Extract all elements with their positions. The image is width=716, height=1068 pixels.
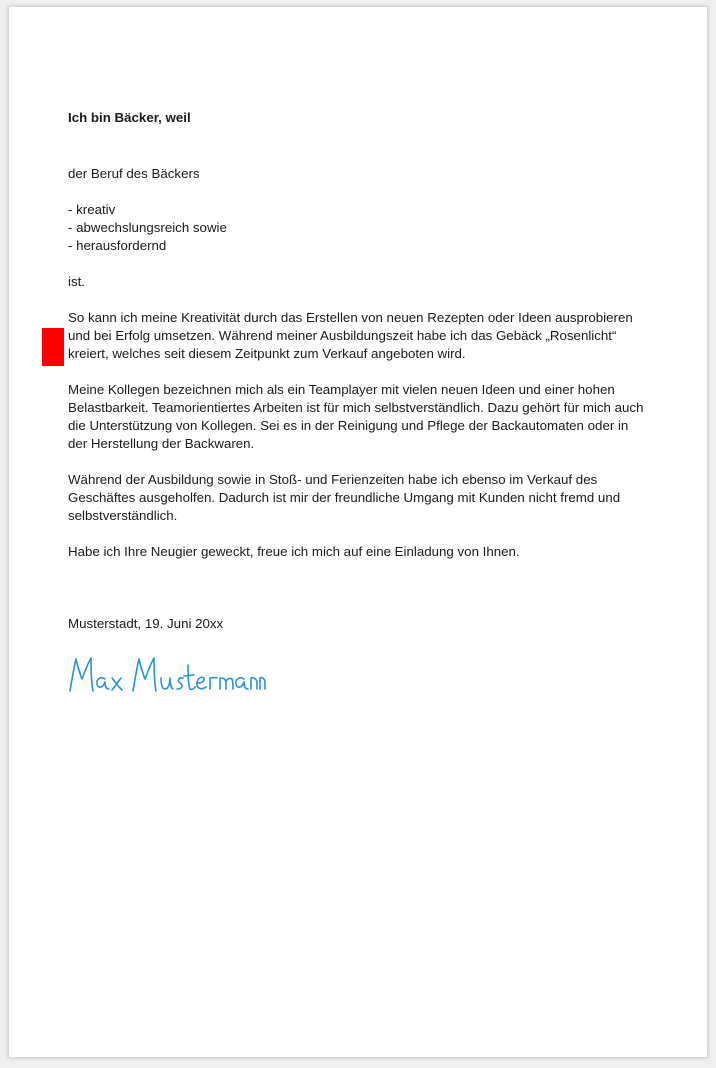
letter-heading: Ich bin Bäcker, weil (68, 110, 191, 125)
document-page (8, 6, 708, 1058)
qualities-list (68, 201, 648, 255)
paragraph-closing: Habe ich Ihre Neugier geweckt, freue ich mich auf eine Einladung von Ihnen. (68, 544, 520, 559)
closing-word: ist. (68, 274, 85, 289)
list-item: - kreativ (68, 202, 116, 217)
intro-line: der Beruf des Bäckers (68, 166, 200, 181)
paragraph-sales: Während der Ausbildung sowie in Stoß- und Ferienzeiten habe ich ebenso im Verkauf des Geschäftes ausgeholfen. Dadurch ist mir der freundliche Umgang mit Kunden nicht fremd und selbstverständlich. (68, 472, 621, 523)
paragraph-teamwork: Meine Kollegen bezeichnen mich als ein Teamplayer mit vielen neuen Ideen und einer hohen Belastbarkeit. Teamorientiertes Arbeiten ist für mich selbstverständlich. Dazu gehört für mich auch die Unterstützung von Kollegen. Sei es in der Reinigung und Pflege der Backautomaten oder in der Herstellung der Backwaren. (68, 382, 644, 451)
highlight-marker (42, 328, 64, 366)
letter-body (68, 109, 648, 633)
paragraph-creativity: So kann ich meine Kreativität durch das Erstellen von neuen Rezepten oder Ideen ausprobieren und bei Erfolg umsetzen. Während meiner Ausbildungszeit habe ich das Gebäck „Rosenlicht“ kreiert, welches seit diesem Zeitpunkt zum Verkauf angeboten wird. (68, 310, 633, 361)
list-item: - abwechslungsreich sowie (68, 220, 227, 235)
signature-image (67, 649, 267, 697)
place-and-date: Musterstadt, 19. Juni 20xx (68, 616, 224, 631)
list-item: - herausfordernd (68, 238, 167, 253)
